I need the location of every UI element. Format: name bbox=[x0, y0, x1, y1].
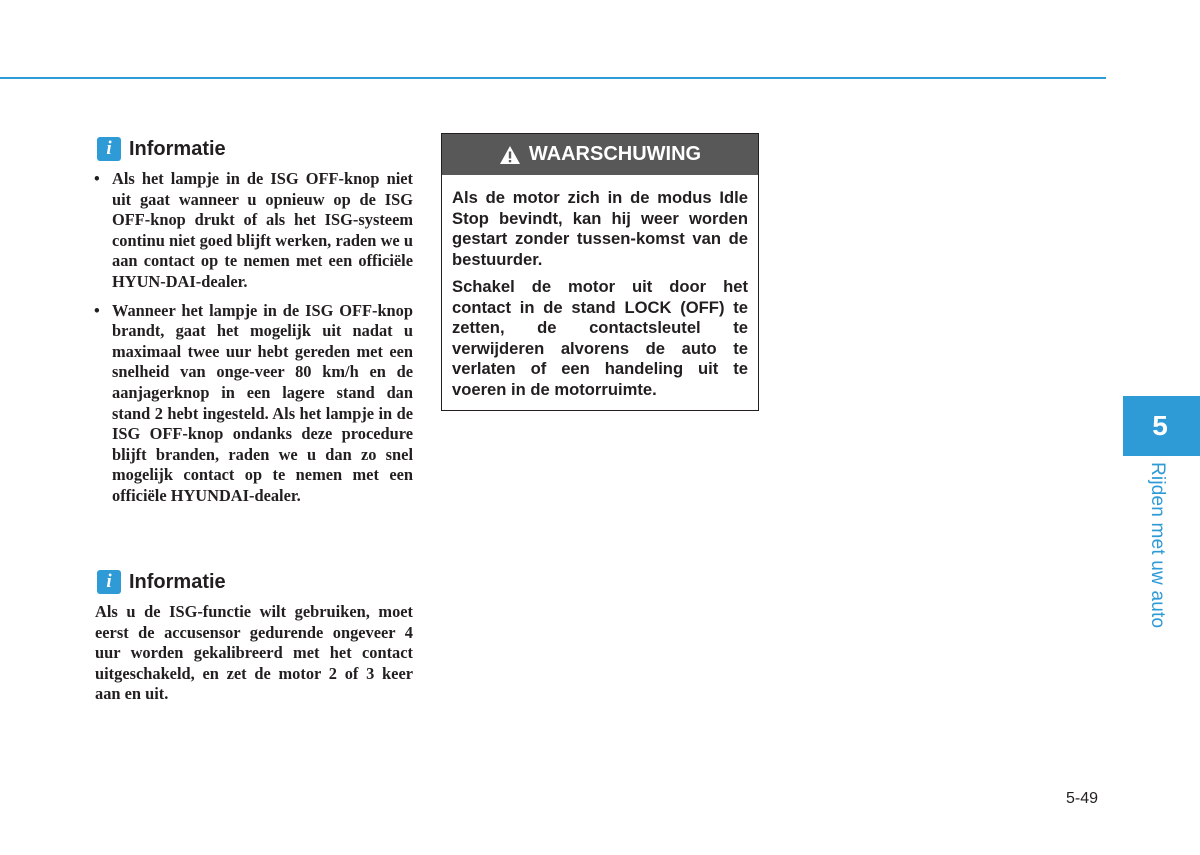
chapter-title: Rijden met uw auto bbox=[1147, 462, 1168, 629]
bullet-text: Wanneer het lampje in de ISG OFF-knop brandt, gaat het mogelijk uit nadat u maximaal twee uur hebt gereden met een snelheid van onge-veer 80 km/h en de aanjagerknop in een lagere stand dan stand 2 hebt ingesteld. Als het lampje in de ISG OFF-knop ondanks deze procedure blijft branden, raden we u dan zo snel mogelijk contact op te nemen met een officiële HYUNDAI-dealer. bbox=[112, 300, 413, 505]
info-bullet-list bbox=[94, 169, 413, 515]
bullet-text: Als het lampje in de ISG OFF-knop niet uit gaat wanneer u opnieuw op de ISG OFF-knop drukt of als het ISG-systeem continu niet goed blijft werken, raden we u aan contact op te nemen met een officiële HYUN-DAI-dealer. bbox=[112, 169, 413, 291]
info-heading-2 bbox=[97, 570, 226, 594]
info-icon: i bbox=[97, 570, 121, 594]
list-item bbox=[94, 169, 413, 293]
warning-title: WAARSCHUWING bbox=[528, 143, 702, 165]
warning-body bbox=[442, 175, 758, 400]
chapter-number-tab: 5 bbox=[1123, 396, 1200, 456]
page-number: 5-49 bbox=[1066, 790, 1099, 807]
bullet-dot: • bbox=[94, 169, 100, 188]
warning-paragraph: Schakel de motor uit door het contact in de stand LOCK (OFF) te zetten, de contactsleutel te verwijderen alvorens de auto te verlaten of een handeling uit te voeren in de motorruimte. bbox=[452, 277, 748, 399]
info-icon: i bbox=[97, 137, 121, 161]
warning-paragraph: Als de motor zich in de modus Idle Stop bevindt, kan hij weer worden gestart zonder tussen-komst van de bestuurder. bbox=[452, 188, 748, 269]
warning-header bbox=[442, 134, 758, 175]
info-title: Informatie bbox=[129, 570, 226, 593]
info-heading-1 bbox=[97, 137, 226, 161]
warning-box bbox=[441, 133, 759, 411]
header-rule bbox=[0, 77, 1106, 79]
warning-triangle-icon bbox=[499, 145, 521, 165]
info-title: Informatie bbox=[129, 137, 226, 160]
list-item bbox=[94, 301, 413, 507]
info-paragraph: Als u de ISG-functie wilt gebruiken, moet eerst de accusensor gedurende ongeveer 4 uur worden gekalibreerd met het contact uitgeschakeld, en zet de motor 2 of 3 keer aan en uit. bbox=[95, 602, 413, 704]
bullet-dot: • bbox=[94, 300, 100, 320]
